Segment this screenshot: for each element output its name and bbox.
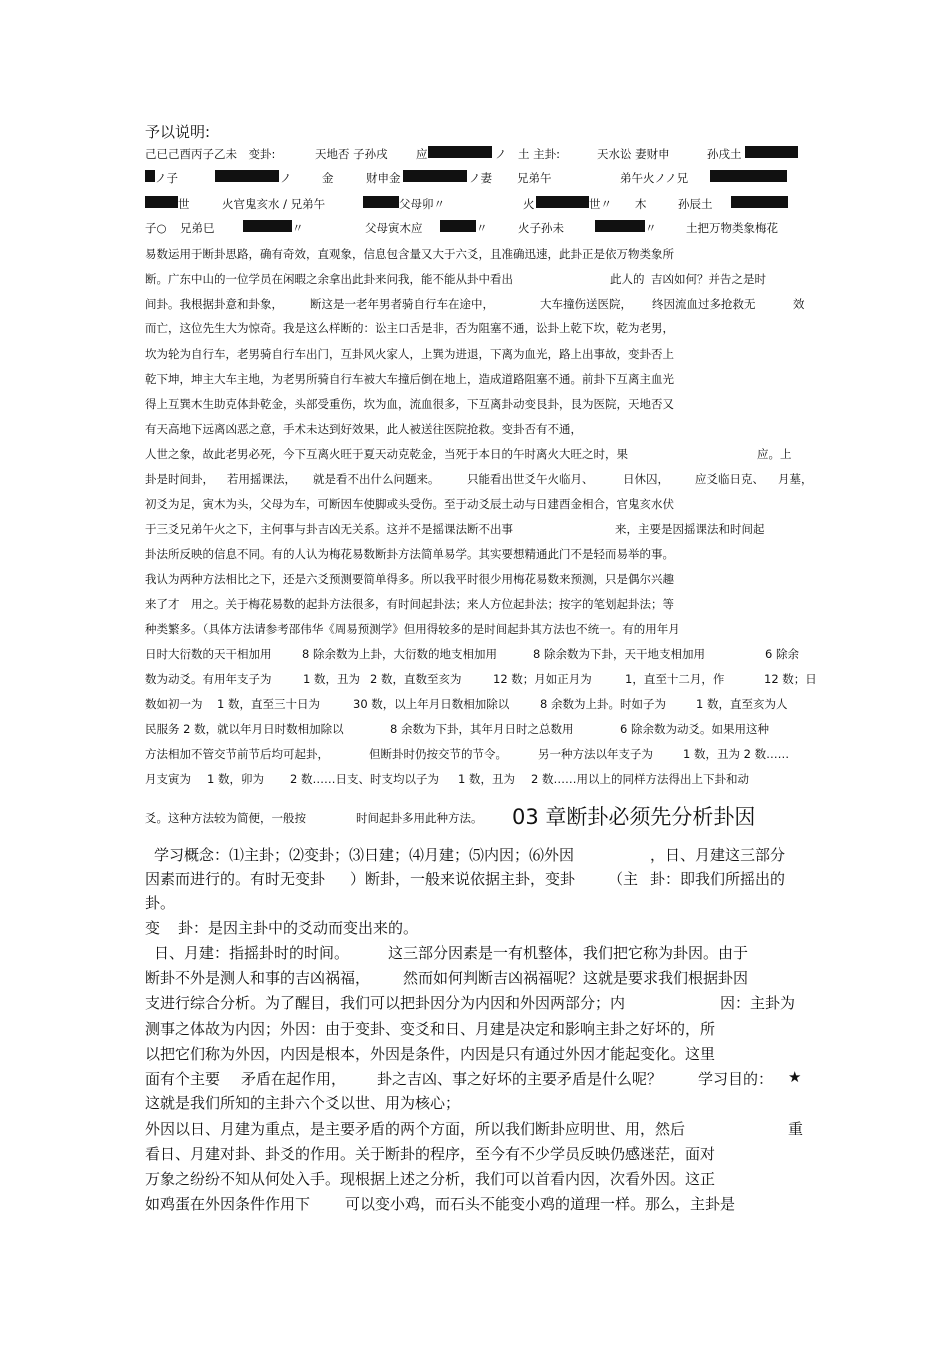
text-line: 以把它们称为外因，内因是根本，外因是条件，内因是只有通过外因才能起变化。这里: [145, 1045, 716, 1063]
text-line: 得上互巽木生助克体卦乾金，头部受重伤，坎为血，流血很多，下互离卦动变艮卦，艮为医院，天地否又: [145, 397, 674, 411]
text-line: 有天高地下远离凶恶之意，手术未达到好效果，此人被送往医院抢救。变卦否有不通，: [145, 422, 582, 436]
text-line: 种类繁多。（具体方法请参考邵伟华《周易预测学》但用得较多的是时间起卦其方法也不统一。有的用年月: [145, 622, 680, 636]
redaction-block: [731, 196, 788, 208]
redaction-block: [145, 196, 178, 208]
text-line: 测事之体故为内因；外因：由于变卦、变爻和日、月建是决定和影响主卦之好坏的，所: [145, 1020, 716, 1038]
text-line: 这就是我们所知的主卦六个爻以世、用为核心；: [145, 1094, 461, 1112]
text-line: 易数运用于断卦思路，确有奇效，直观象，信息包含量又大于六爻，且准确迅速，此卦正是依万物类象所: [145, 247, 674, 261]
text-line: 卦。: [145, 894, 176, 912]
text-line: 万象之纷纷不知从何处入手。现根据上述之分析，我们可以首看内因，次看外因。这正: [145, 1170, 716, 1188]
redaction-block: [595, 220, 645, 232]
text-line: 初爻为足，寅木为头，父母为车，可断因车使脚或头受伤。至于动爻辰土动与日建酉金相合，官鬼亥水伏: [145, 497, 674, 511]
redaction-block: [215, 170, 279, 182]
redaction-block: [710, 170, 787, 182]
redaction-block: [428, 146, 492, 158]
redaction-block: [403, 170, 467, 182]
redaction-block: [145, 170, 155, 182]
text-line: 卦法所反映的信息不同。有的人认为梅花易数断卦方法简单易学。其实要想精通此门不是轻而易举的事。: [145, 547, 674, 561]
text-line: 来了才 用之。关于梅花易数的起卦方法很多，有时间起卦法；来人方位起卦法；按字的笔划起卦法；等: [145, 597, 674, 611]
redaction-block: [536, 196, 589, 208]
intro-heading: 予以说明:: [145, 123, 211, 141]
redaction-block: [440, 220, 476, 232]
star-icon: ★: [788, 1068, 802, 1086]
text-line: 看日、月建对卦、卦爻的作用。关于断卦的程序，至今有不少学员反映仍感迷茫，面对: [145, 1145, 716, 1163]
chapter-title: 03 章断卦必须先分析卦因: [512, 805, 756, 829]
redaction-block: [243, 220, 292, 232]
text-line: 坎为轮为自行车，老男骑自行车出门，互卦风火家人，上巽为进退，下离为血光，路上出事故，变卦否上: [145, 347, 674, 361]
redaction-block: [363, 196, 399, 208]
document-page: 予以说明: 己已己酉丙子乙未 变卦: 天地否 子孙戌 应 ノ 土 主卦: 天水讼 妻财申 孙戌土 ノ子 ノ 金 财申金 ノ妻 兄弟午 弟午火ノノ兄 世 火官鬼亥水 / 兄弟午 父母卯〃 火 世〃 木 孙辰土 子○ 兄弟巳 〃 父母寅木应 〃 火子孙未 〃 土把万物类象梅花 易数运用于断卦思路，确有奇效，直观象，信息包含量又大于六爻，且准确迅速，此卦正是依万物类象所 断。广东中山的一位学员在闲暇之余拿出此卦来问我，能不能从卦中看出 此人的 吉凶如何？并告之是时 间卦。我根据卦意和卦象， 断这是一老年男者骑自行车在途中， 大车撞伤送医院， 终因流血过多抢救无 效 而亡，这位先生大为惊奇。我是这么样断的：讼主口舌是非，否为阻塞不通，讼卦上乾下坎，乾为老男， 坎为轮为自行车，老男骑自行车出门，互卦风火家人，上巽为进退，下离为血光，路上出事故，变卦否上 乾下坤，坤主大车主地，为老男所骑自行车被大车撞后倒在地上，造成道路阻塞不通。前卦下互离主血光 得上互巽木生助克体卦乾金，头部受重伤，坎为血，流血很多，下互离卦动变艮卦，艮为医院，天地否又 有天高地下远离凶恶之意，手术未达到好效果，此人被送往医院抢救。变卦否有不通， 人世之象，故此老男必死，今下互离火旺于夏天动克乾金，当死于本日的午时离火大旺之时，果 应。上 卦是时间卦， 若用摇课法， 就是看不出什么问题来。 只能看出世爻午火临月、 日休囚， 应爻临日克、 月墓， 初爻为足，寅木为头，父母为车，可断因车使脚或头受伤。至于动爻辰土动与日建酉金相合，官鬼亥水伏 于三爻兄弟午火之下，主何事与卦吉凶无关系。这并不是摇课法断不出事 来，主要是因摇课法和时间起 卦法所反映的信息不同。有的人认为梅花易数断卦方法简单易学。其实要想精通此门不是轻而易举的事。 我认为两种方法相比之下，还是六爻预测要简单得多。所以我平时很少用梅花易数来预测，只是偶尔兴趣 来了才 用之。关于梅花易数的起卦方法很多，有时间起卦法；来人方位起卦法；按字的笔划起卦法；等 种类繁多。（具体方法请参考邵伟华《周易预测学》但用得较多的是时间起卦其方法也不统一。有的用年月 日时大衍数的天干相加用 8 除余数为上卦，大衍数的地支相加用 8 除余数为下卦，天干地支相加用 6 除余 数为动爻。有用年支子为 1 数，丑为 2 数，直数至亥为 12 数；月如正月为 1，直至十二月，作 12 数；日 数如初一为 1 数，直至三十日为 30 数，以上年月日数相加除以 8 余数为上卦。时如子为 1 数，直至亥为人 民服务 2 数，就以年月日时数相加除以 8 余数为下卦，其年月日时之总数用 6 除余数为动爻。如果用这种 方法相加不管交节前节后均可起卦， 但断卦时仍按交节的节令。 另一种方法以年支子为 1 数，丑为 2 数…… 月支寅为 1 数，卯为 2 数……日支、时支均以子为 1 数，丑为 2 数……用以上的同样方法得出上下卦和动 爻。这种方法较为简便，一般按 时间起卦多用此种方法。 03 章断卦必须先分析卦因 学习概念：⑴主卦；⑵变卦；⑶日建；⑷月建；⑸内因；⑹外因 ，日、月建这三部分 因素而进行的。有时无变卦 ）断卦，一般来说依据主卦，变卦 （主 卦：即我们所摇出的 卦。 变 卦：是因主卦中的爻动而变出来的。 日、月建：指摇卦时的时间。 这三部分因素是一有机整体，我们把它称为卦因。由于 断卦不外是测人和事的吉凶祸福， 然而如何判断吉凶祸福呢？这就是要求我们根据卦因 支进行综合分析。为了醒目，我们可以把卦因分为内因和外因两部分；内 因：主卦为 测事之体故为内因；外因：由于变卦、变爻和日、月建是决定和影响主卦之好坏的，所 以把它们称为外因，内因是根本，外因是条件，内因是只有通过外因才能起变化。这里 面有个主要 矛盾在起作用， 卦之吉凶、事之好坏的主要矛盾是什么呢？ 学习目的： ★ 这就是我们所知的主卦六个爻以世、用为核心； 外因以日、月建为重点，是主要矛盾的两个方面，所以我们断卦应明世、用，然后 重 看日、月建对卦、卦爻的作用。关于断卦的程序，至今有不少学员反映仍感迷茫，面对 万象之纷纷不知从何处入手。现根据上述之分析，我们可以首看内因，次看外因。这正 如鸡蛋在外因条件作用下 可以变小鸡，而石头不能变小鸡的道理一样。那么，主卦是: [145, 123, 817, 1213]
redaction-block: [745, 146, 798, 158]
text-line: 而亡，这位先生大为惊奇。我是这么样断的：讼主口舌是非，否为阻塞不通，讼卦上乾下坎，乾为老男，: [145, 321, 674, 335]
text-line: 乾下坤，坤主大车主地，为老男所骑自行车被大车撞后倒在地上，造成道路阻塞不通。前卦下互离主血光: [145, 372, 674, 386]
text-line: 我认为两种方法相比之下，还是六爻预测要简单得多。所以我平时很少用梅花易数来预测，只是偶尔兴趣: [145, 572, 674, 586]
